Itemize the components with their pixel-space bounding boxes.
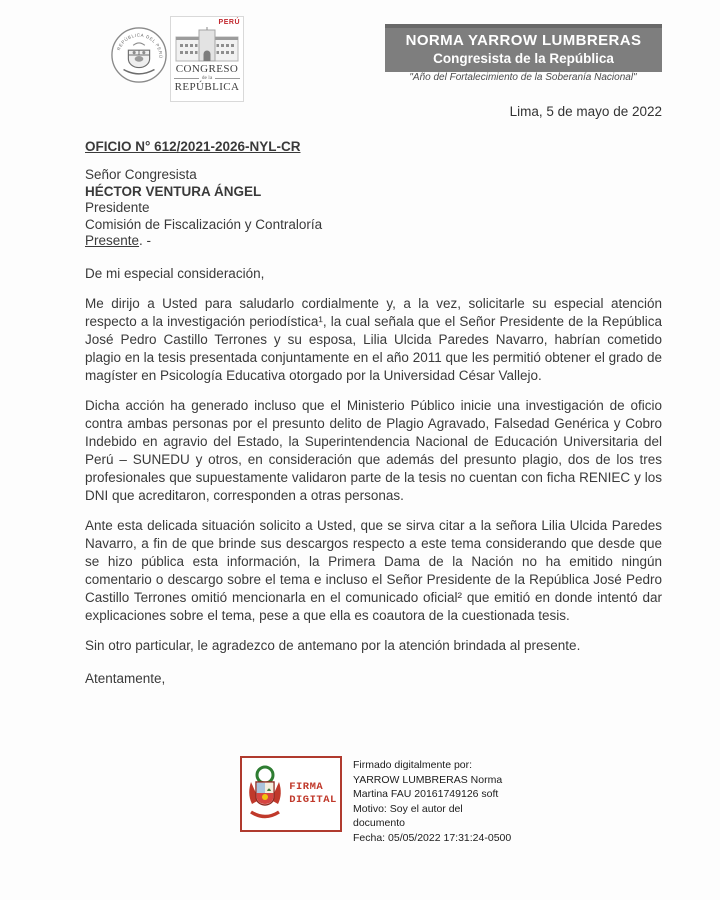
recipient-presente: Presente. - — [85, 233, 152, 248]
letter-paragraph-3: Ante esta delicada situación solicito a Usted, que se sirva citar a la señora Lilia Ulcida Paredes Navarro, a fin de que brinde sus descargos respecto a este tema considerando que desde que se hizo pública esta información, la Primera Dama de la Nación no ha emitido ningún comentario o descargo sobre el tema e incluso el Señor Presidente de la República José Pedro Castillo Terrones omitió mencionarla en el comunicado oficial² que emitió en donde intentó dar explicaciones sobre el tema, pese a que ella es coautora de la cuestionada tesis. — [85, 517, 662, 623]
official-year-motto: "Año del Fortalecimiento de la Soberanía Nacional" — [409, 72, 637, 83]
signature-details — [353, 756, 511, 845]
signature-detail-line: Motivo: Soy el autor del — [353, 802, 463, 815]
firma-digital-label: FIRMA DIGITAL — [289, 781, 337, 806]
digital-signature-block — [240, 756, 511, 845]
signature-detail-line: Fecha: 05/05/2022 17:31:24-0500 — [353, 831, 512, 844]
letter-paragraph-1: Me dirijo a Usted para saludarlo cordialmente y, a la vez, solicitarle su especial atención respecto a la investigación periodística¹, la cual señala que el Señor Presidente de la República José Pedro Castillo Terrones y su esposa, Lilia Ulcida Paredes Navarro, habrían cometido plagio en la tesis presentada conjuntamente en el año 2011 que les permitió obtener el grado de magíster en Psicología Educativa otorgado por la Universidad César Vallejo. — [85, 295, 662, 383]
signature-detail-line: Firmado digitalmente por: — [353, 759, 473, 771]
svg-text:REPÚBLICA DEL PERÚ: REPÚBLICA DEL PERÚ — [115, 32, 164, 59]
congresswoman-name: NORMA YARROW LUMBRERAS — [405, 32, 642, 49]
congress-logo-line1: CONGRESO — [175, 63, 239, 75]
letter-paragraph-2: Dicha acción ha generado incluso que el Ministerio Público inicie una investigación de oficio contra ambas personas por el presunto delito de Plagio Agravado, Falsedad Genérica y Cobro Indebido en agravio del Estado, la Superintendencia Nacional de Educación Universitaria del Perú – SUNEDU y otros, en consideración que además del presunto plagio, dos de los tres profesionales que supuestamente validaron parte de la tesis no cuentan con ficha RENIEC y los DNI que acreditaron, corresponden a otras personas. — [85, 397, 662, 503]
peru-coat-of-arms-icon — [245, 762, 285, 826]
letter-body — [85, 138, 662, 688]
peru-national-seal-icon — [110, 26, 168, 84]
congress-logo-name — [174, 63, 240, 93]
recipient-committee: Comisión de Fiscalización y Contraloría — [85, 216, 323, 232]
letter-greeting: De mi especial consideración, — [85, 265, 265, 281]
congress-building-icon — [175, 27, 239, 63]
recipient-name: HÉCTOR VENTURA ÁNGEL — [85, 183, 262, 199]
signature-detail-line: documento — [353, 817, 405, 829]
signature-detail-line: YARROW LUMBRERAS Norma — [353, 773, 503, 786]
recipient-salutation: Señor Congresista — [85, 167, 197, 182]
congress-logo — [170, 16, 244, 102]
signature-detail-line: Martina FAU 20161749126 soft — [353, 788, 499, 800]
congress-logo-line2: de la — [201, 75, 213, 81]
congresswoman-title: Congresista de la República — [433, 51, 614, 66]
letter-closing: Sin otro particular, le agradezco de antemano por la atención brindada al presente. — [85, 637, 581, 653]
firma-digital-stamp — [240, 756, 342, 832]
congress-logo-line3: REPÚBLICA — [174, 81, 240, 93]
congresswoman-banner — [385, 24, 662, 72]
recipient-role: Presidente — [85, 200, 150, 215]
letter-farewell: Atentamente, — [85, 670, 166, 686]
oficio-number: OFICIO N° 612/2021-2026-NYL-CR — [85, 139, 301, 154]
letter-date: Lima, 5 de mayo de 2022 — [509, 104, 662, 119]
congress-logo-country-label: PERÚ — [218, 19, 240, 26]
recipient-block — [85, 167, 662, 250]
